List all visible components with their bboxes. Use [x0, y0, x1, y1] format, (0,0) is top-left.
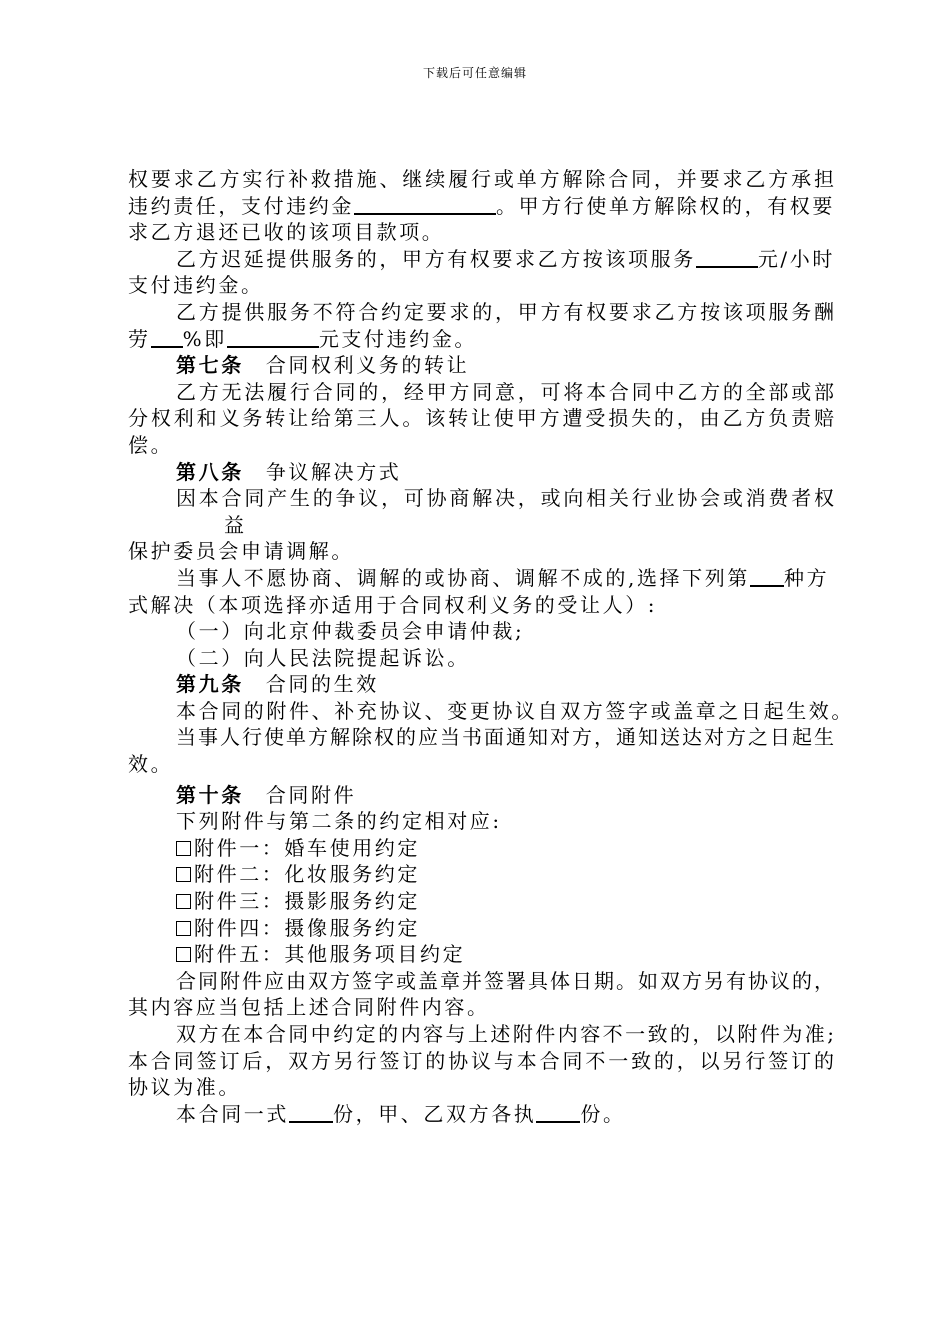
option-line: （二）向人民法院提起诉讼。: [176, 645, 470, 670]
checkbox-icon[interactable]: [176, 921, 191, 936]
article-heading: 第八条 争议解决方式: [176, 459, 402, 484]
attachment-item[interactable]: 附件三：摄影服务约定: [128, 888, 834, 915]
text-line: 乙方提供服务不符合约定要求的，甲方有权要求乙方按该项服务酬: [176, 299, 834, 324]
text-line: 求乙方退还已收的该项目款项。: [128, 220, 445, 245]
text-line: 本合同签订后，双方另行签订的协议与本合同不一致的，以另行签订的: [128, 1048, 834, 1073]
blank-field[interactable]: [696, 248, 758, 268]
text-line: 乙方迟延提供服务的，甲方有权要求乙方按该项服务 元/小时: [176, 246, 835, 271]
blank-field[interactable]: [227, 328, 319, 348]
blank-field[interactable]: [151, 328, 183, 348]
attachment-item[interactable]: 附件二：化妆服务约定: [128, 861, 834, 888]
text-line: 协议为准。: [128, 1075, 241, 1100]
blank-field[interactable]: [750, 567, 784, 587]
text-line: 分权利和义务转让给第三人。该转让使甲方遭受损失的，由乙方负责赔: [128, 406, 834, 431]
blank-field[interactable]: [289, 1103, 333, 1123]
attachment-item[interactable]: 附件四：摄像服务约定: [128, 915, 834, 942]
text-line: 益: [224, 512, 247, 537]
text-line: 其内容应当包括上述合同附件内容。: [128, 995, 490, 1020]
page-header: 下载后可任意编辑: [422, 66, 527, 80]
text-line: 本合同的附件、补充协议、变更协议自双方签字或盖章之日起生效。: [176, 698, 854, 723]
checkbox-icon[interactable]: [176, 894, 191, 909]
article-heading: 第九条 合同的生效: [176, 672, 379, 697]
text-line: 乙方无法履行合同的，经甲方同意，可将本合同中乙方的全部或部: [176, 379, 834, 404]
checkbox-icon[interactable]: [176, 947, 191, 962]
text-line: 支付违约金。: [128, 273, 264, 298]
attachment-item[interactable]: 附件一：婚车使用约定: [128, 835, 834, 862]
blank-field[interactable]: [536, 1103, 580, 1123]
text-line: 下列附件与第二条的约定相对应:: [176, 809, 502, 834]
text-line: 效。: [128, 752, 174, 777]
text-line: 因本合同产生的争议，可协商解决，或向相关行业协会或消费者权: [176, 486, 834, 511]
article-heading: 第七条 合同权利义务的转让: [176, 353, 470, 378]
text-line: 式解决（本项选择亦适用于合同权利义务的受让人）:: [128, 592, 658, 617]
text-line: 当事人不愿协商、调解的或协商、调解不成的,选择下列第 种方: [176, 565, 830, 590]
text-line: 保护委员会申请调解。: [128, 539, 354, 564]
text-line: 偿。: [128, 432, 174, 457]
text-line: 本合同一式 份，甲、乙双方各执 份。: [176, 1101, 626, 1126]
text-line: 权要求乙方实行补救措施、继续履行或单方解除合同，并要求乙方承担: [128, 167, 834, 191]
text-line: 双方在本合同中约定的内容与上述附件内容不一致的，以附件为准;: [176, 1022, 834, 1046]
text-line: 违约责任，支付违约金 。甲方行使单方解除权的，有权要: [128, 193, 835, 218]
option-line: （一）向北京仲裁委员会申请仲裁;: [176, 619, 525, 644]
blank-field[interactable]: [354, 195, 496, 215]
checkbox-icon[interactable]: [176, 867, 191, 882]
document-body: [128, 166, 854, 1127]
checkbox-icon[interactable]: [176, 841, 191, 856]
text-line: 合同附件应由双方签字或盖章并签署具体日期。如双方另有协议的，: [176, 968, 834, 993]
text-line: 当事人行使单方解除权的应当书面通知对方，通知送达对方之日起生: [176, 725, 834, 750]
text-line: 劳 %即 元支付违约金。: [128, 326, 478, 351]
article-heading: 第十条 合同附件: [176, 782, 357, 807]
attachment-item[interactable]: 附件五：其他服务项目约定: [128, 941, 834, 968]
